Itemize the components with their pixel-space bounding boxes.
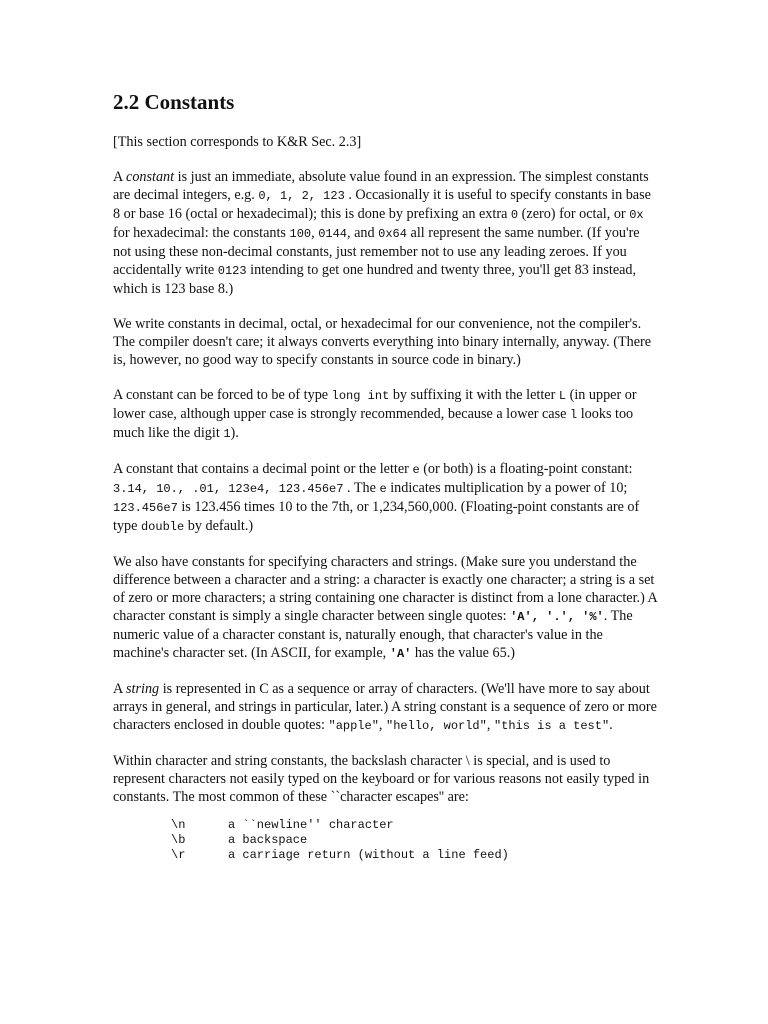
code-0144: 0144 [318,227,348,241]
code-float-examples: 3.14, 10., .01, 123e4, 123.456e7 [113,482,344,496]
escape-sequence: \n [171,818,186,832]
text: . [609,717,613,733]
code-this-is-a-test: "this is a test" [493,719,610,733]
emphasis-constant: constant [126,169,175,185]
text: is represented in C as a sequence or array of characters. (We'll have more to say about arrays in general, and strings in particular, later.) A string constant is a sequence of zero or more characters enclosed in double quotes: [113,681,657,733]
text: looks too much like the digit [113,406,634,441]
text: A constant can be forced to be of type [113,387,332,403]
text: (or both) is a floating-point constant: [419,461,633,477]
code-e: e [412,463,420,477]
code-long-int: long int [331,389,390,403]
section-reference: [This section corresponds to K&R Sec. 2.3] [113,134,362,150]
code-zero: 0 [510,208,519,222]
text: A constant that contains a decimal point or the letter [113,461,413,477]
escape-description: a carriage return (without a line feed) [228,848,509,862]
paragraph-escapes: Within character and string constants, the backslash character \ is special, and is used to represent characters not easily typed on the keyboard or for various reasons not easily typed in constants. The most common of these ``character escapes'' are: [113,753,650,805]
code-char-A: 'A' [389,647,412,661]
text: by default.) [184,518,254,534]
code-l: l [569,408,578,422]
text: . The numeric value of a character constant is, naturally enough, that character's value in the machine's character set. (In ASCII, for example, [113,608,633,661]
text: (in upper or lower case, although upper case is strongly recommended, because a lower case [113,387,637,422]
code-hello-world: "hello, world" [386,719,487,733]
list-item [171,833,658,848]
escape-sequence: \b [171,833,186,847]
list-item [171,848,658,863]
code-0x64: 0x64 [378,227,407,241]
text: for hexadecimal: the constants [113,225,290,241]
text: . The [343,480,380,496]
escape-description: a ``newline'' character [228,818,394,832]
escape-list [171,818,658,863]
code-0x: 0x [629,208,644,222]
text: , [486,717,494,733]
text: all represent the same number. (If you're not using these non-decimal constants, just remember not to use any leading zeroes. If you accidentally write [113,225,640,278]
text: , [311,225,319,241]
text: A [113,169,127,185]
text: intending to get one hundred and twenty three, you'll get 83 instead, which is 123 base 8.) [113,262,637,297]
paragraph-floating-point [113,460,658,536]
text: , and [347,225,379,241]
text: (zero) for octal, or [518,206,630,222]
code-e: e [379,482,387,496]
text: indicates multiplication by a power of 10; [386,480,628,496]
code-apple: "apple" [328,719,379,733]
code-L: L [558,389,567,403]
section-heading: 2.2 Constants [113,90,235,114]
paragraph-characters [113,553,658,663]
text: , [378,717,387,733]
document-page [113,88,658,863]
escape-description: a backspace [228,833,308,847]
paragraph-long-int [113,386,658,443]
code-double: double [140,520,185,534]
text: is 123.456 times 10 to the 7th, or 1,234,560,000. (Floating-point constants are of type [113,499,640,534]
text: by suffixing it with the letter [389,387,559,403]
text: A [113,681,127,697]
escape-sequence: \r [171,848,186,862]
text: . Occasionally it is useful to specify constants in base 8 or base 16 (octal or hexadecimal); this is done by prefixing an extra [113,187,651,222]
text: has the value 65.) [411,645,515,661]
code-100: 100 [289,227,312,241]
code-1: 1 [223,427,231,441]
text: is just an immediate, absolute value found in an expression. The simplest constants are decimal integers, e.g. [113,169,649,203]
code-char-examples: 'A', '.', '%' [510,610,604,624]
emphasis-string: string [126,681,160,697]
paragraph-convenience: We write constants in decimal, octal, or hexadecimal for our convenience, not the compiler's. The compiler doesn't care; it always converts everything into binary internally, anyway. (There is, however, no good way to specify constants in source code in binary.) [113,316,652,368]
paragraph-constant-definition [113,168,658,298]
text: ). [230,425,239,441]
paragraph-strings [113,680,658,735]
code-123-456e7: 123.456e7 [113,501,178,515]
code-decimal-examples: 0, 1, 2, 123 [258,189,345,203]
code-0123: 0123 [217,264,247,278]
text: We also have constants for specifying characters and strings. (Make sure you understand the difference between a character and a string: a character is exactly one character; a string is a set of zero or more characters; a string containing one character is distinct from a lone character.) A character constant is simply a single character between single quotes: [113,554,658,624]
list-item [171,818,658,833]
